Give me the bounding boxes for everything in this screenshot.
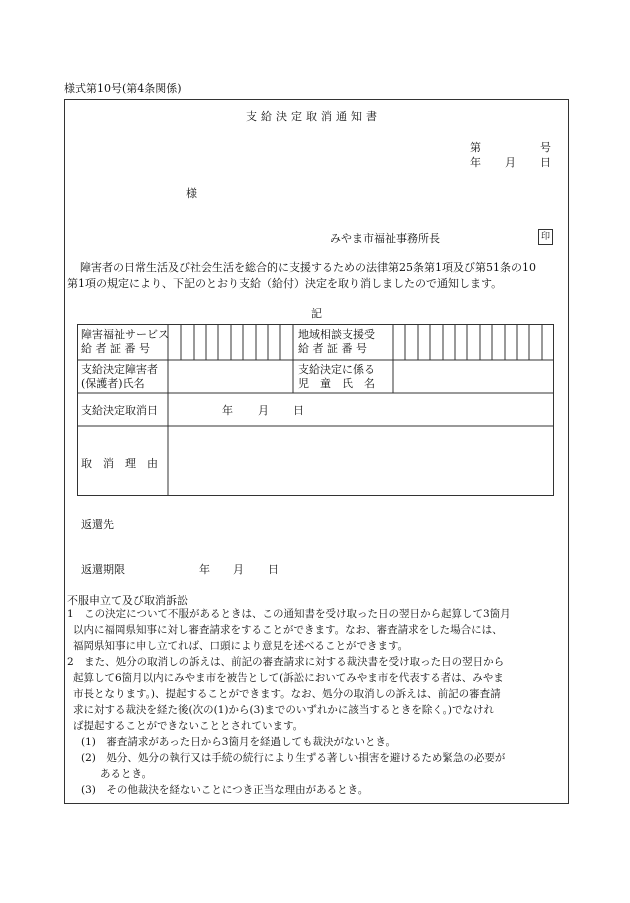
ki-marker: 記 [311,307,322,320]
cancel-date-year: 年 [222,404,233,417]
return-destination-label: 返還先 [81,518,114,531]
return-deadline-label: 返還期限 [81,563,125,576]
right-number-boxes [405,324,542,360]
appeal-line-12: (3) その他裁決を経ないことにつき正当な理由があるとき。 [81,784,369,796]
appeal-line-9: (1) 審査請求があった日から3箇月を経過しても裁決がないとき。 [81,736,397,748]
label-consult-cert-1: 地域相談支援受 [298,328,375,341]
date-year: 年 [470,156,481,169]
body-line-1: 障害者の日常生活及び社会生活を総合的に支援するための法律第25条第1項及び第51条の10 [80,261,536,274]
cancel-date-month: 月 [258,404,269,417]
issuer-name: みやま市福祉事務所長 [330,232,440,245]
label-recipient-1: 支給決定障害者 [81,363,158,376]
appeal-line-1: 1 この決定について不服があるときは、この通知書を受け取った日の翌日から起算して3箇月 [67,608,511,620]
left-number-boxes [181,324,280,360]
addressee-sama: 様 [186,187,197,200]
appeal-line-3: 福岡県知事に申し立てれば、口頭により意見を述べることができます。 [73,640,409,652]
label-service-cert-2: 給 者 証 番 号 [81,342,150,355]
appeal-line-2: 以内に福岡県知事に対し審査請求をすることができます。なお、審査請求をした場合には、 [73,624,503,636]
form-number: 様式第10号(第4条関係) [64,82,182,95]
appeal-line-6: 市長となります。)、提起することができます。なお、処分の取消しの訴えは、前記の審査請 [73,688,501,700]
date-month: 月 [505,156,516,169]
doc-number-dai: 第 [470,141,481,154]
label-cancel-date: 支給決定取消日 [81,404,158,417]
date-day: 日 [540,156,551,169]
doc-number-go: 号 [540,141,551,154]
return-deadline-day: 日 [268,563,279,576]
document-title: 支給決定取消通知書 [246,110,381,123]
appeal-text [67,606,511,798]
label-service-cert-1: 障害福祉サービス [81,328,169,341]
appeal-line-10: (2) 処分、処分の執行又は手続の続行により生ずる著しい損害を避けるため緊急の必要が [81,752,506,764]
label-cancel-reason: 取 消 理 由 [81,457,158,470]
label-consult-cert-2: 給 者 証 番 号 [298,342,367,355]
appeal-heading: 不服申立て及び取消訴訟 [67,594,188,607]
appeal-line-5: 起算して6箇月以内にみやま市を被告として(訴訟においてみやま市を代表する者は、みやま [73,672,504,684]
return-deadline-month: 月 [233,563,244,576]
appeal-line-11: あるとき。 [100,768,153,780]
appeal-line-4: 2 また、処分の取消しの訴えは、前記の審査請求に対する裁決書を受け取った日の翌日から [67,656,505,668]
appeal-line-7: 求に対する裁決を経た後(次の(1)から(3)までのいずれかに該当するときを除く。)でなけれ [73,704,494,716]
label-child-1: 支給決定に係る [298,363,375,376]
cancel-date-day: 日 [293,404,304,417]
seal-mark: 印 [538,229,553,245]
return-deadline-year: 年 [199,563,210,576]
body-text [67,260,536,292]
label-recipient-2: (保護者)氏名 [81,377,145,390]
appeal-line-8: ば提起することができないこととされています。 [73,720,304,732]
body-line-2: 第1項の規定により、下記のとおり支給（給付）決定を取り消しましたので通知します。 [67,277,503,290]
label-child-2: 児 童 氏 名 [298,377,375,390]
